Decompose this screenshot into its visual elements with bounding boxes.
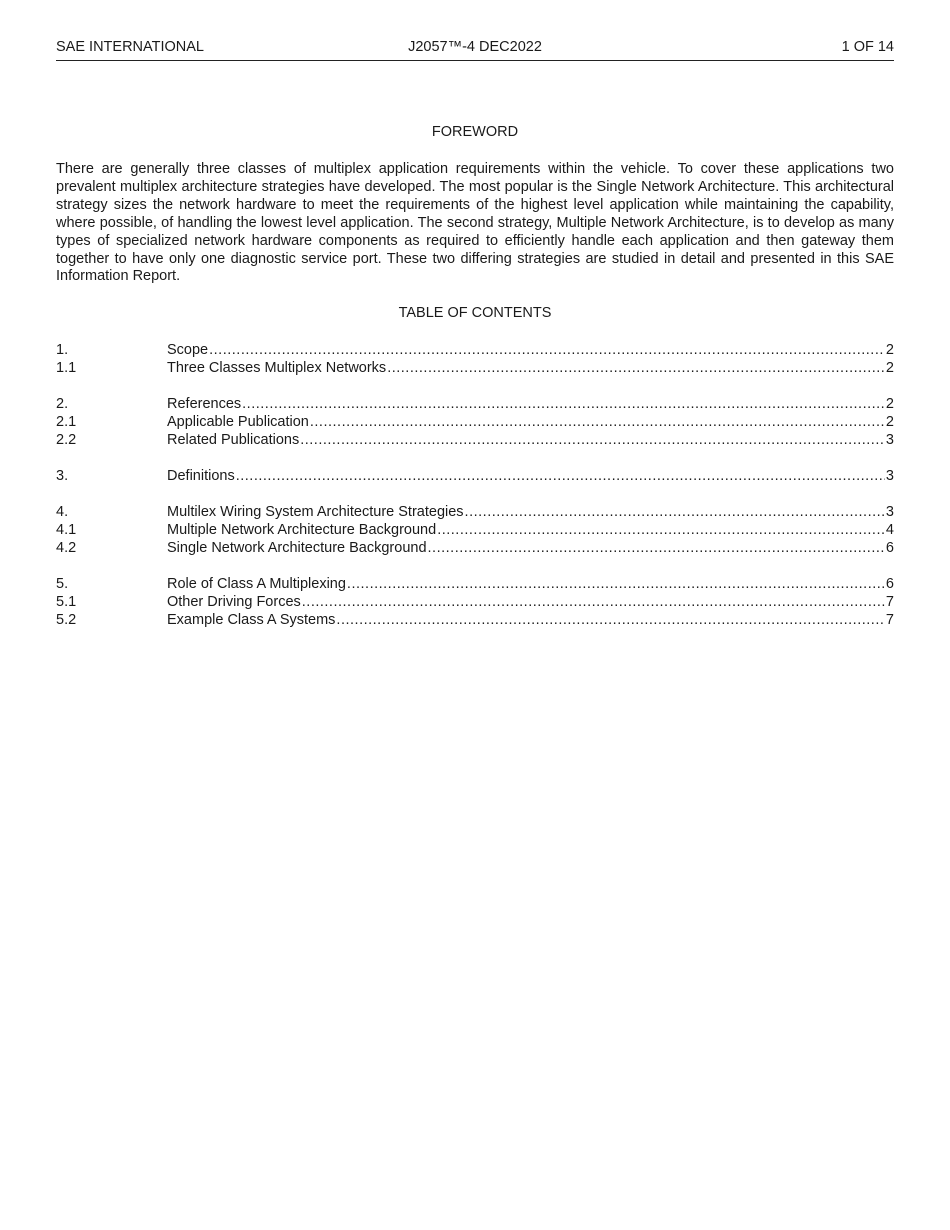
toc-entry-label: Other Driving Forces — [167, 594, 301, 610]
toc-dot-leader — [242, 395, 885, 413]
toc-entry-number: 2.1 — [56, 414, 77, 430]
toc-entry[interactable] — [56, 539, 894, 557]
toc-entry-number: 4. — [56, 504, 69, 520]
header-page-number: 1 OF 14 — [841, 39, 894, 55]
toc-dot-leader — [428, 539, 885, 557]
toc-entry-page: 4 — [885, 522, 894, 538]
toc-dot-leader — [209, 341, 885, 359]
header-document-id: J2057™-4 DEC2022 — [408, 39, 542, 55]
toc-entry-number: 5.1 — [56, 594, 77, 610]
toc-entry-page: 3 — [885, 504, 894, 520]
toc-entry-label: References — [167, 396, 242, 412]
toc-entry-label: Multiple Network Architecture Background — [167, 522, 437, 538]
page-header — [56, 38, 894, 61]
toc-dot-leader — [302, 593, 885, 611]
toc-entry-page: 6 — [885, 576, 894, 592]
toc-entry[interactable] — [56, 413, 894, 431]
toc-entry-number: 2.2 — [56, 432, 77, 448]
toc-entry-label: Multilex Wiring System Architecture Strategies — [167, 504, 464, 520]
toc-entry-page: 2 — [885, 360, 894, 376]
toc-entry-page: 2 — [885, 414, 894, 430]
table-of-contents — [56, 341, 894, 629]
toc-dot-leader — [310, 413, 885, 431]
toc-entry[interactable] — [56, 467, 894, 485]
toc-entry-label: Single Network Architecture Background — [167, 540, 427, 556]
toc-entry-number: 5. — [56, 576, 69, 592]
toc-entry-number: 4.2 — [56, 540, 77, 556]
toc-entry[interactable] — [56, 359, 894, 377]
toc-entry-label: Definitions — [167, 468, 235, 484]
toc-entry-page: 3 — [885, 432, 894, 448]
toc-entry-label: Applicable Publication — [167, 414, 309, 430]
header-organization: SAE INTERNATIONAL — [56, 39, 204, 55]
toc-entry[interactable] — [56, 431, 894, 449]
toc-dot-leader — [387, 359, 885, 377]
toc-entry[interactable] — [56, 575, 894, 593]
toc-entry-page: 6 — [885, 540, 894, 556]
toc-entry-number: 1. — [56, 342, 69, 358]
toc-entry-page: 2 — [885, 396, 894, 412]
toc-entry[interactable] — [56, 395, 894, 413]
toc-dot-leader — [347, 575, 885, 593]
toc-entry[interactable] — [56, 521, 894, 539]
toc-entry-page: 3 — [885, 468, 894, 484]
toc-entry-page: 2 — [885, 342, 894, 358]
toc-entry-number: 5.2 — [56, 612, 77, 628]
foreword-paragraph: There are generally three classes of multiplex application requirements within the vehicle. To cover these applications two prevalent multiplex architecture strategies have developed. The most popular is the Single Network Architecture. This architectural strategy sizes the network hardware to meet the requirements of the highest level application while maintaining the capability, where possible, of handling the lowest level application. The second strategy, Multiple Network Architecture, is to develop as many types of specialized network hardware components as required to efficiently handle each application and then gateway them together to have only one diagnostic service port. These two differing strategies are studied in detail and presented in this SAE Information Report. — [56, 161, 894, 285]
toc-dot-leader — [336, 611, 885, 629]
toc-entry-number: 4.1 — [56, 522, 77, 538]
toc-entry[interactable] — [56, 593, 894, 611]
toc-dot-leader — [300, 431, 885, 449]
toc-entry-page: 7 — [885, 594, 894, 610]
toc-entry-number: 2. — [56, 396, 69, 412]
toc-entry[interactable] — [56, 503, 894, 521]
toc-entry-number: 1.1 — [56, 360, 77, 376]
toc-dot-leader — [236, 467, 885, 485]
toc-heading: TABLE OF CONTENTS — [398, 305, 552, 321]
toc-entry-number: 3. — [56, 468, 69, 484]
foreword-heading: FOREWORD — [431, 124, 519, 140]
toc-entry[interactable] — [56, 341, 894, 359]
toc-entry-page: 7 — [885, 612, 894, 628]
toc-entry[interactable] — [56, 611, 894, 629]
toc-entry-label: Example Class A Systems — [167, 612, 336, 628]
toc-dot-leader — [465, 503, 885, 521]
toc-entry-label: Three Classes Multiplex Networks — [167, 360, 387, 376]
toc-entry-label: Related Publications — [167, 432, 300, 448]
toc-dot-leader — [437, 521, 885, 539]
toc-entry-label: Role of Class A Multiplexing — [167, 576, 346, 592]
toc-entry-label: Scope — [167, 342, 209, 358]
